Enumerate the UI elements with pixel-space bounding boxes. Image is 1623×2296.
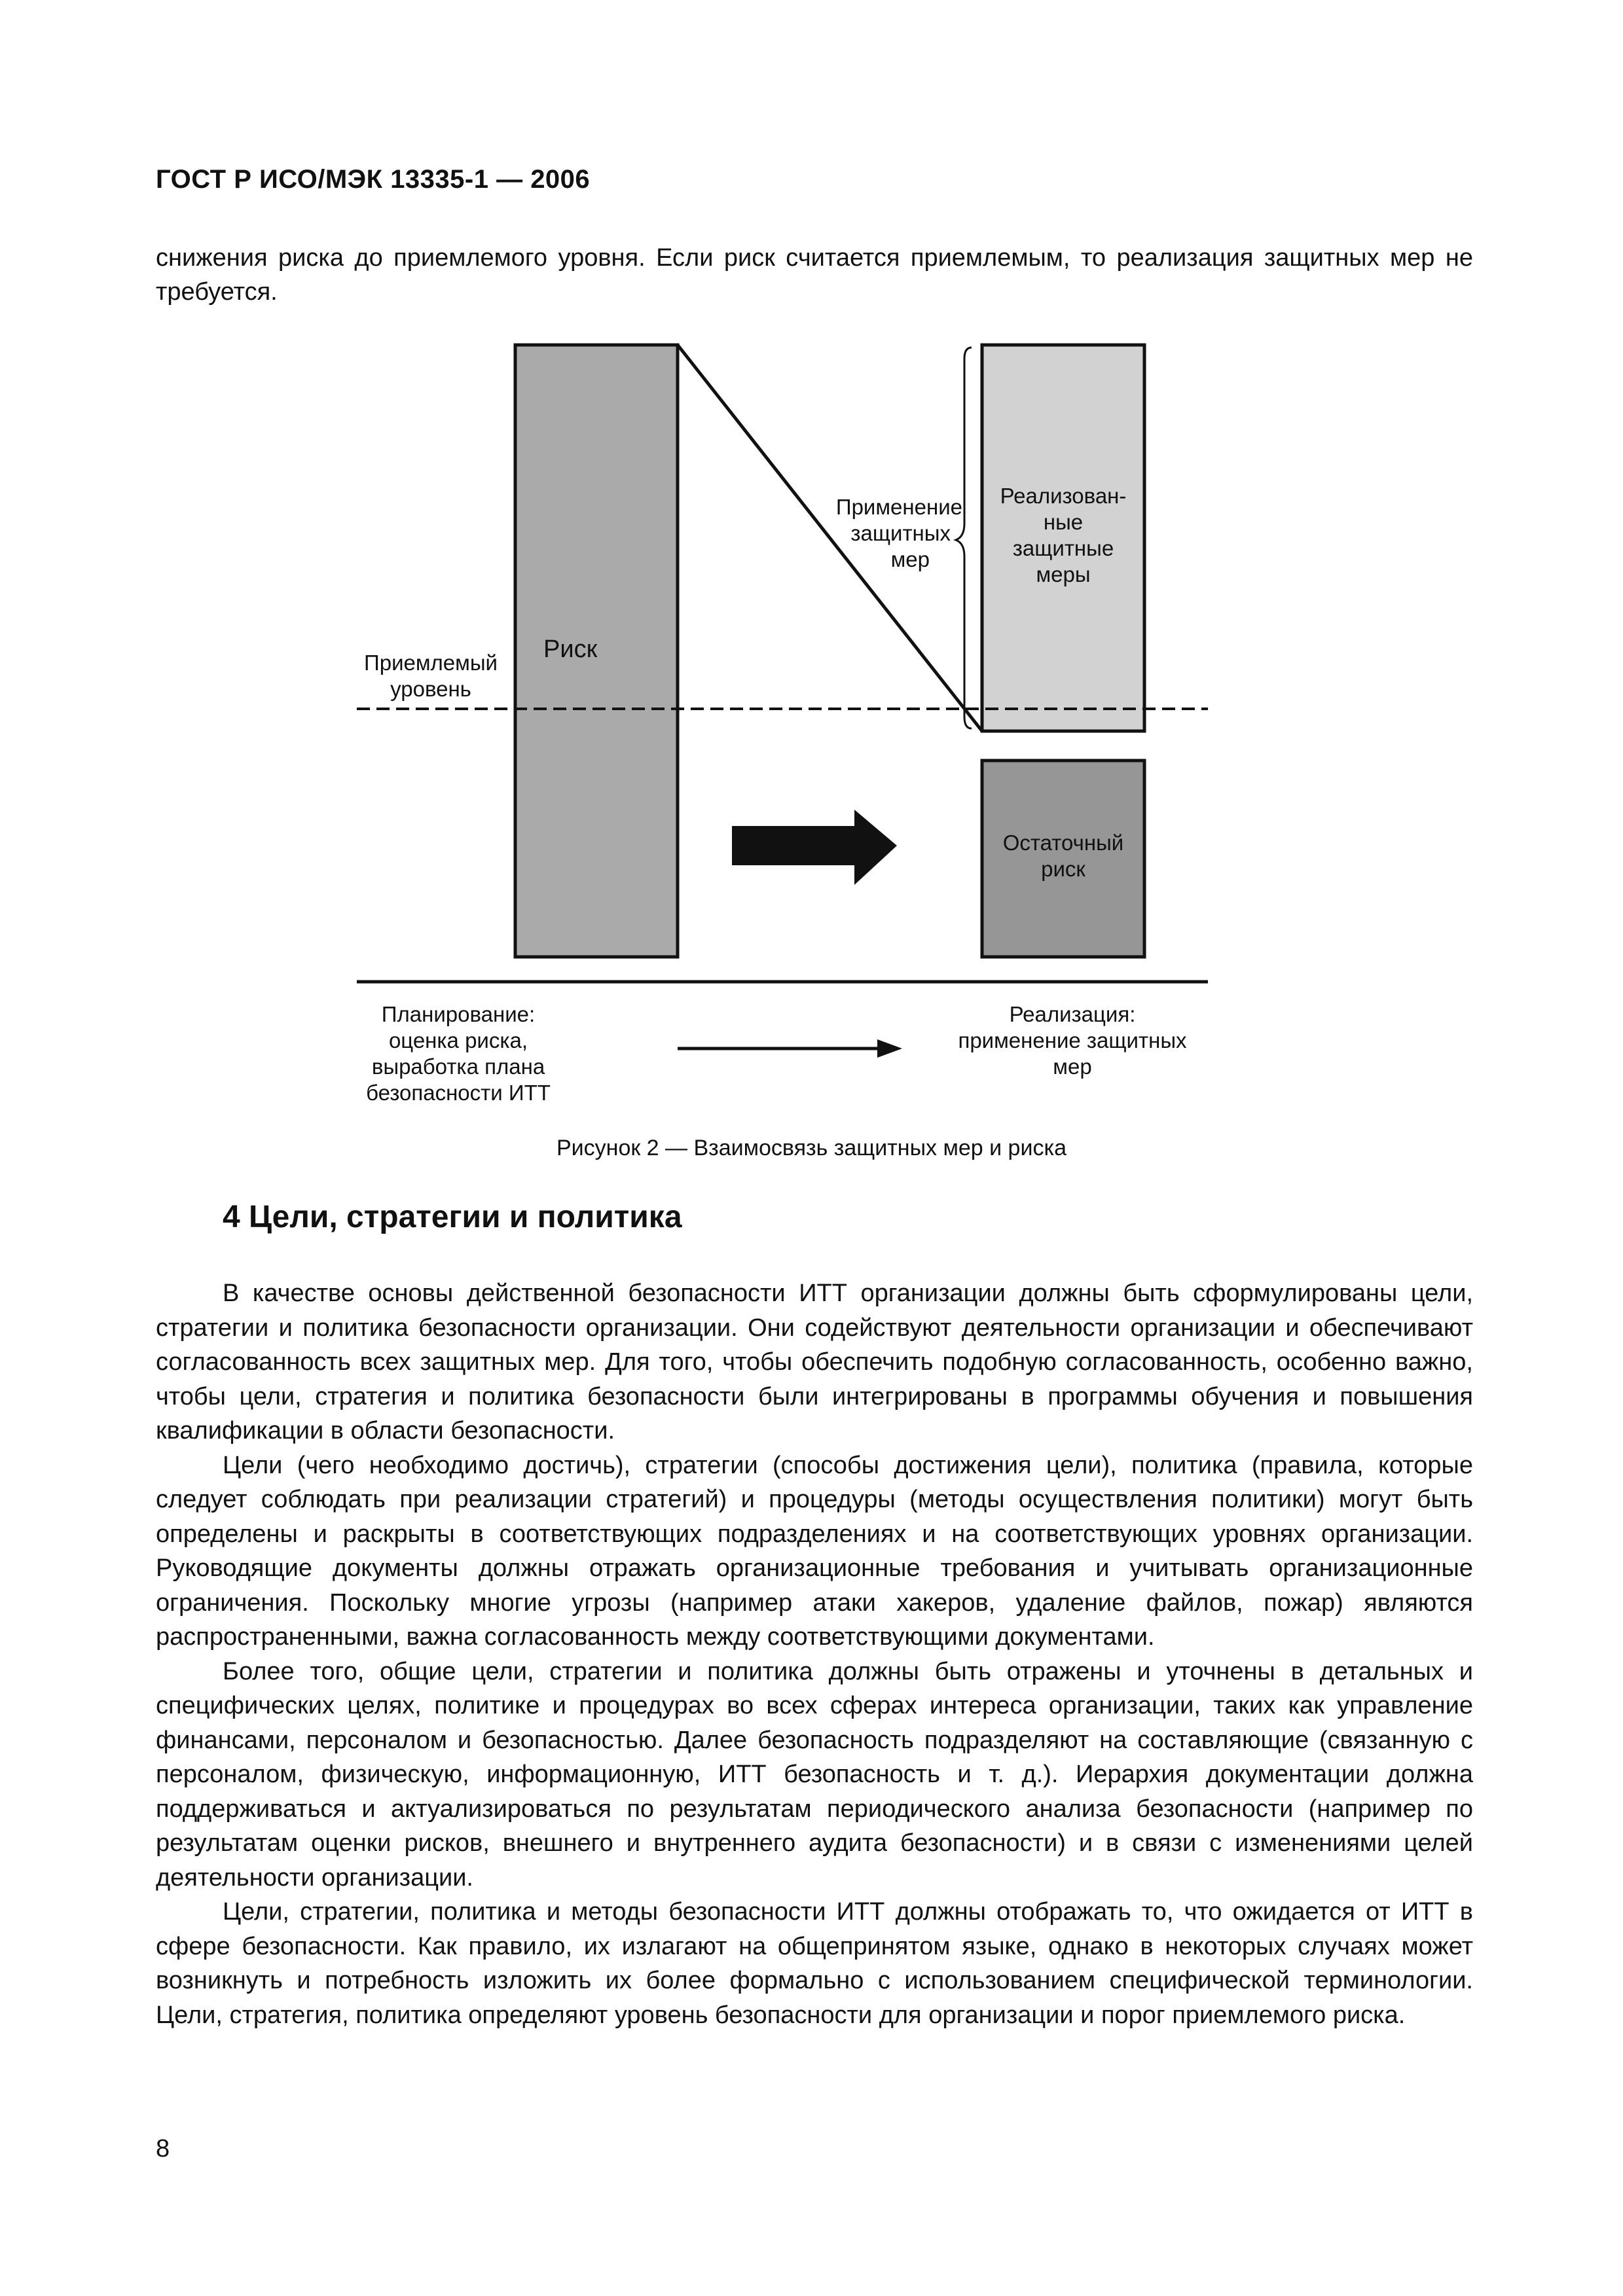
figure-caption: Рисунок 2 — Взаимосвязь защитных мер и риска — [556, 1136, 1067, 1160]
paragraph: Более того, общие цели, стратегии и политика должны быть отражены и уточнены в детальных и специфических целях, политике и процедурах во всех сферах интереса организации, таких как управление финансами, персоналом и безопасностью. Далее безопасность подразделяют на составляющие (связанную с персоналом, физическую, информационную, ИТТ безопасность и т. д.). Иерархия документации должна поддерживаться и актуализироваться по результатам периодического анализа безопасности (например по результатам оценки рисков, внешнего и внутреннего аудита безопасности) и в связи с изменениями целей деятельности организации. — [156, 1657, 1473, 1892]
intro-paragraph: снижения риска до приемлемого уровня. Если риск считается приемлемым, то реализация защитных мер не требуется. — [156, 244, 1473, 306]
process-arrow-icon — [877, 1039, 902, 1058]
acceptable-level-label: Приемлемый уровень — [364, 651, 498, 701]
paragraph: Цели (чего необходимо достичь), стратегии (способы достижения цели), политика (правила, которые следует соблюдать при реализации стратегий) и процедуры (методы осуществления политики) могут быть определены и раскрыты в соответствующих подразделениях и на соответствующих уровнях организации. Руководящие документы должны отражать организационные требования и учитывать организационные ограничения. Поскольку многие угрозы (например атаки хакеров, удаление файлов, пожар) являются распространенными, важна согласованность между соответствующими документами. — [156, 1451, 1473, 1651]
implementation-label: Реализация: применение защитных мер — [958, 1002, 1187, 1079]
risk-label: Риск — [543, 636, 598, 663]
apply-measures-label: Применение защитных мер — [835, 495, 962, 571]
section-body — [156, 1276, 1473, 2032]
paragraph: В качестве основы действенной безопасности ИТТ организации должны быть сформулированы цели, стратегии и политика безопасности организации. Они содействуют деятельности организации и обеспечивают согласованность всех защитных мер. Для того, чтобы обеспечить подобную согласованность, особенно важно, чтобы цели, стратегия и политика безопасности были интегрированы в программы обучения и повышения квалификации в области безопасности. — [156, 1280, 1473, 1444]
page-number: 8 — [156, 2135, 170, 2162]
planning-label: Планирование: оценка риска, выработка плана безопасности ИТТ — [366, 1002, 551, 1105]
paragraph: Цели, стратегии, политика и методы безопасности ИТТ должны отображать то, что ожидается от ИТТ в сфере безопасности. Как правило, их излагают на общепринятом языке, однако в некоторых случаях может возникнуть и потребность изложить их более формально с использованием специфической терминологии. Цели, стратегия, политика определяют уровень безопасности для организации и порог приемлемого риска. — [156, 1898, 1473, 2029]
section-title: 4 Цели, стратегии и политика — [223, 1200, 682, 1234]
residual-risk-label: Остаточный риск — [1002, 831, 1124, 881]
document-header: ГОСТ Р ИСО/МЭК 13335-1 — 2006 — [156, 165, 591, 194]
arrow-right-icon — [732, 810, 897, 885]
implemented-measures-label: Реализован- ные защитные меры — [1000, 484, 1127, 586]
